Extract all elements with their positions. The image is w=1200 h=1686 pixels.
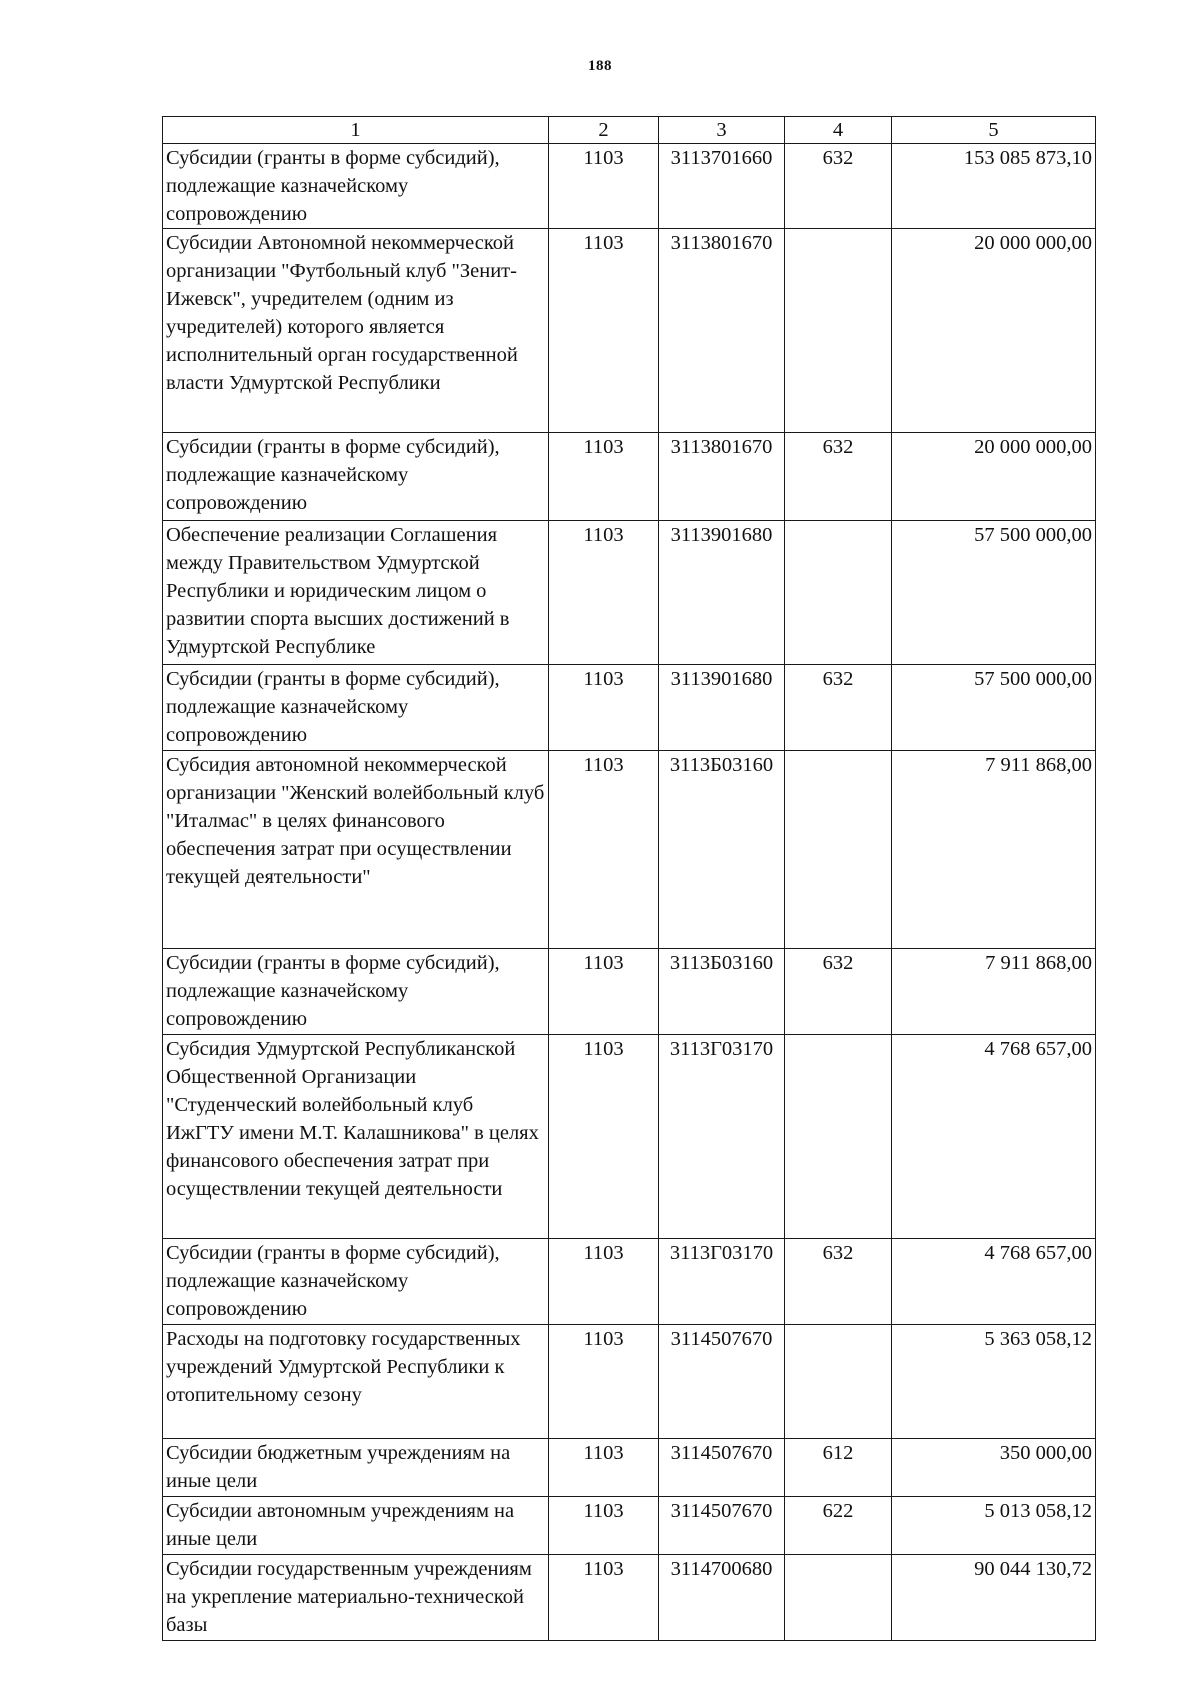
row-name: Субсидии (гранты в форме субсидий), подлежащие казначейскому сопровождению bbox=[163, 433, 549, 521]
row-expense-type: 622 bbox=[785, 1497, 892, 1555]
row-amount: 7 911 868,00 bbox=[892, 751, 1096, 949]
row-section: 1103 bbox=[549, 144, 659, 229]
row-target-code: 3114507670 bbox=[659, 1325, 785, 1439]
row-expense-type: 632 bbox=[785, 144, 892, 229]
table-row bbox=[163, 751, 1096, 949]
row-expense-type bbox=[785, 229, 892, 433]
row-amount: 7 911 868,00 bbox=[892, 949, 1096, 1035]
table-row bbox=[163, 1035, 1096, 1239]
row-expense-type bbox=[785, 1035, 892, 1239]
table-row bbox=[163, 1497, 1096, 1555]
table-row bbox=[163, 1439, 1096, 1497]
row-name: Обеспечение реализации Соглашения между Правительством Удмуртской Республики и юридическим лицом о развитии спорта высших достижений в Удмуртской Республике bbox=[163, 521, 549, 665]
row-name: Субсидии (гранты в форме субсидий), подлежащие казначейскому сопровождению bbox=[163, 949, 549, 1035]
row-name: Субсидии (гранты в форме субсидий), подлежащие казначейскому сопровождению bbox=[163, 1239, 549, 1325]
header-col-2: 2 bbox=[549, 117, 659, 144]
row-amount: 153 085 873,10 bbox=[892, 144, 1096, 229]
row-name: Субсидии государственным учреждениям на укрепление материально-технической базы bbox=[163, 1555, 549, 1641]
row-name: Субсидии (гранты в форме субсидий), подлежащие казначейскому сопровождению bbox=[163, 144, 549, 229]
row-expense-type bbox=[785, 751, 892, 949]
table-row bbox=[163, 229, 1096, 433]
row-name: Субсидии бюджетным учреждениям на иные цели bbox=[163, 1439, 549, 1497]
table-row bbox=[163, 433, 1096, 521]
table-row bbox=[163, 949, 1096, 1035]
row-target-code: 3113701660 bbox=[659, 144, 785, 229]
row-section: 1103 bbox=[549, 1239, 659, 1325]
row-amount: 57 500 000,00 bbox=[892, 665, 1096, 751]
row-section: 1103 bbox=[549, 229, 659, 433]
header-col-3: 3 bbox=[659, 117, 785, 144]
row-name: Субсидия автономной некоммерческой организации "Женский волейбольный клуб "Италмас" в целях финансового обеспечения затрат при осуществлении текущей деятельности" bbox=[163, 751, 549, 949]
row-target-code: 3113Г03170 bbox=[659, 1239, 785, 1325]
row-target-code: 3113801670 bbox=[659, 433, 785, 521]
row-expense-type: 632 bbox=[785, 433, 892, 521]
row-section: 1103 bbox=[549, 949, 659, 1035]
header-col-1: 1 bbox=[163, 117, 549, 144]
row-target-code: 3113Г03170 bbox=[659, 1035, 785, 1239]
row-amount: 5 363 058,12 bbox=[892, 1325, 1096, 1439]
table-header-row bbox=[163, 117, 1096, 144]
row-section: 1103 bbox=[549, 1035, 659, 1239]
row-expense-type: 632 bbox=[785, 949, 892, 1035]
row-name: Субсидии (гранты в форме субсидий), подлежащие казначейскому сопровождению bbox=[163, 665, 549, 751]
row-target-code: 3114507670 bbox=[659, 1439, 785, 1497]
row-name: Субсидии автономным учреждениям на иные цели bbox=[163, 1497, 549, 1555]
row-amount: 90 044 130,72 bbox=[892, 1555, 1096, 1641]
row-target-code: 3114507670 bbox=[659, 1497, 785, 1555]
row-expense-type: 632 bbox=[785, 665, 892, 751]
row-amount: 20 000 000,00 bbox=[892, 433, 1096, 521]
row-amount: 4 768 657,00 bbox=[892, 1239, 1096, 1325]
header-col-5: 5 bbox=[892, 117, 1096, 144]
row-expense-type bbox=[785, 1325, 892, 1439]
row-amount: 57 500 000,00 bbox=[892, 521, 1096, 665]
row-target-code: 3114700680 bbox=[659, 1555, 785, 1641]
row-target-code: 3113Б03160 bbox=[659, 751, 785, 949]
row-target-code: 3113901680 bbox=[659, 521, 785, 665]
row-name: Субсидии Автономной некоммерческой организации "Футбольный клуб "Зенит-Ижевск", учредителем (одним из учредителей) которого является исполнительный орган государственной власти Удмуртской Республики bbox=[163, 229, 549, 433]
header-col-4: 4 bbox=[785, 117, 892, 144]
row-target-code: 3113801670 bbox=[659, 229, 785, 433]
row-amount: 20 000 000,00 bbox=[892, 229, 1096, 433]
row-section: 1103 bbox=[549, 433, 659, 521]
row-section: 1103 bbox=[549, 1555, 659, 1641]
row-section: 1103 bbox=[549, 1497, 659, 1555]
row-amount: 5 013 058,12 bbox=[892, 1497, 1096, 1555]
table-row bbox=[163, 1325, 1096, 1439]
budget-table bbox=[162, 116, 1096, 1641]
table-row bbox=[163, 1555, 1096, 1641]
row-target-code: 3113901680 bbox=[659, 665, 785, 751]
row-section: 1103 bbox=[549, 1439, 659, 1497]
table-row bbox=[163, 144, 1096, 229]
table-row bbox=[163, 665, 1096, 751]
row-expense-type bbox=[785, 521, 892, 665]
row-name: Расходы на подготовку государственных учреждений Удмуртской Республики к отопительному сезону bbox=[163, 1325, 549, 1439]
row-expense-type: 612 bbox=[785, 1439, 892, 1497]
row-section: 1103 bbox=[549, 751, 659, 949]
row-target-code: 3113Б03160 bbox=[659, 949, 785, 1035]
table-row bbox=[163, 1239, 1096, 1325]
row-section: 1103 bbox=[549, 521, 659, 665]
row-expense-type: 632 bbox=[785, 1239, 892, 1325]
row-section: 1103 bbox=[549, 1325, 659, 1439]
row-amount: 350 000,00 bbox=[892, 1439, 1096, 1497]
page-number: 188 bbox=[588, 58, 612, 74]
row-expense-type bbox=[785, 1555, 892, 1641]
row-name: Субсидия Удмуртской Республиканской Общественной Организации "Студенческий волейбольный клуб ИжГТУ имени М.Т. Калашникова" в целях финансового обеспечения затрат при осуществлении текущей деятельности bbox=[163, 1035, 549, 1239]
row-section: 1103 bbox=[549, 665, 659, 751]
row-amount: 4 768 657,00 bbox=[892, 1035, 1096, 1239]
table-row bbox=[163, 521, 1096, 665]
